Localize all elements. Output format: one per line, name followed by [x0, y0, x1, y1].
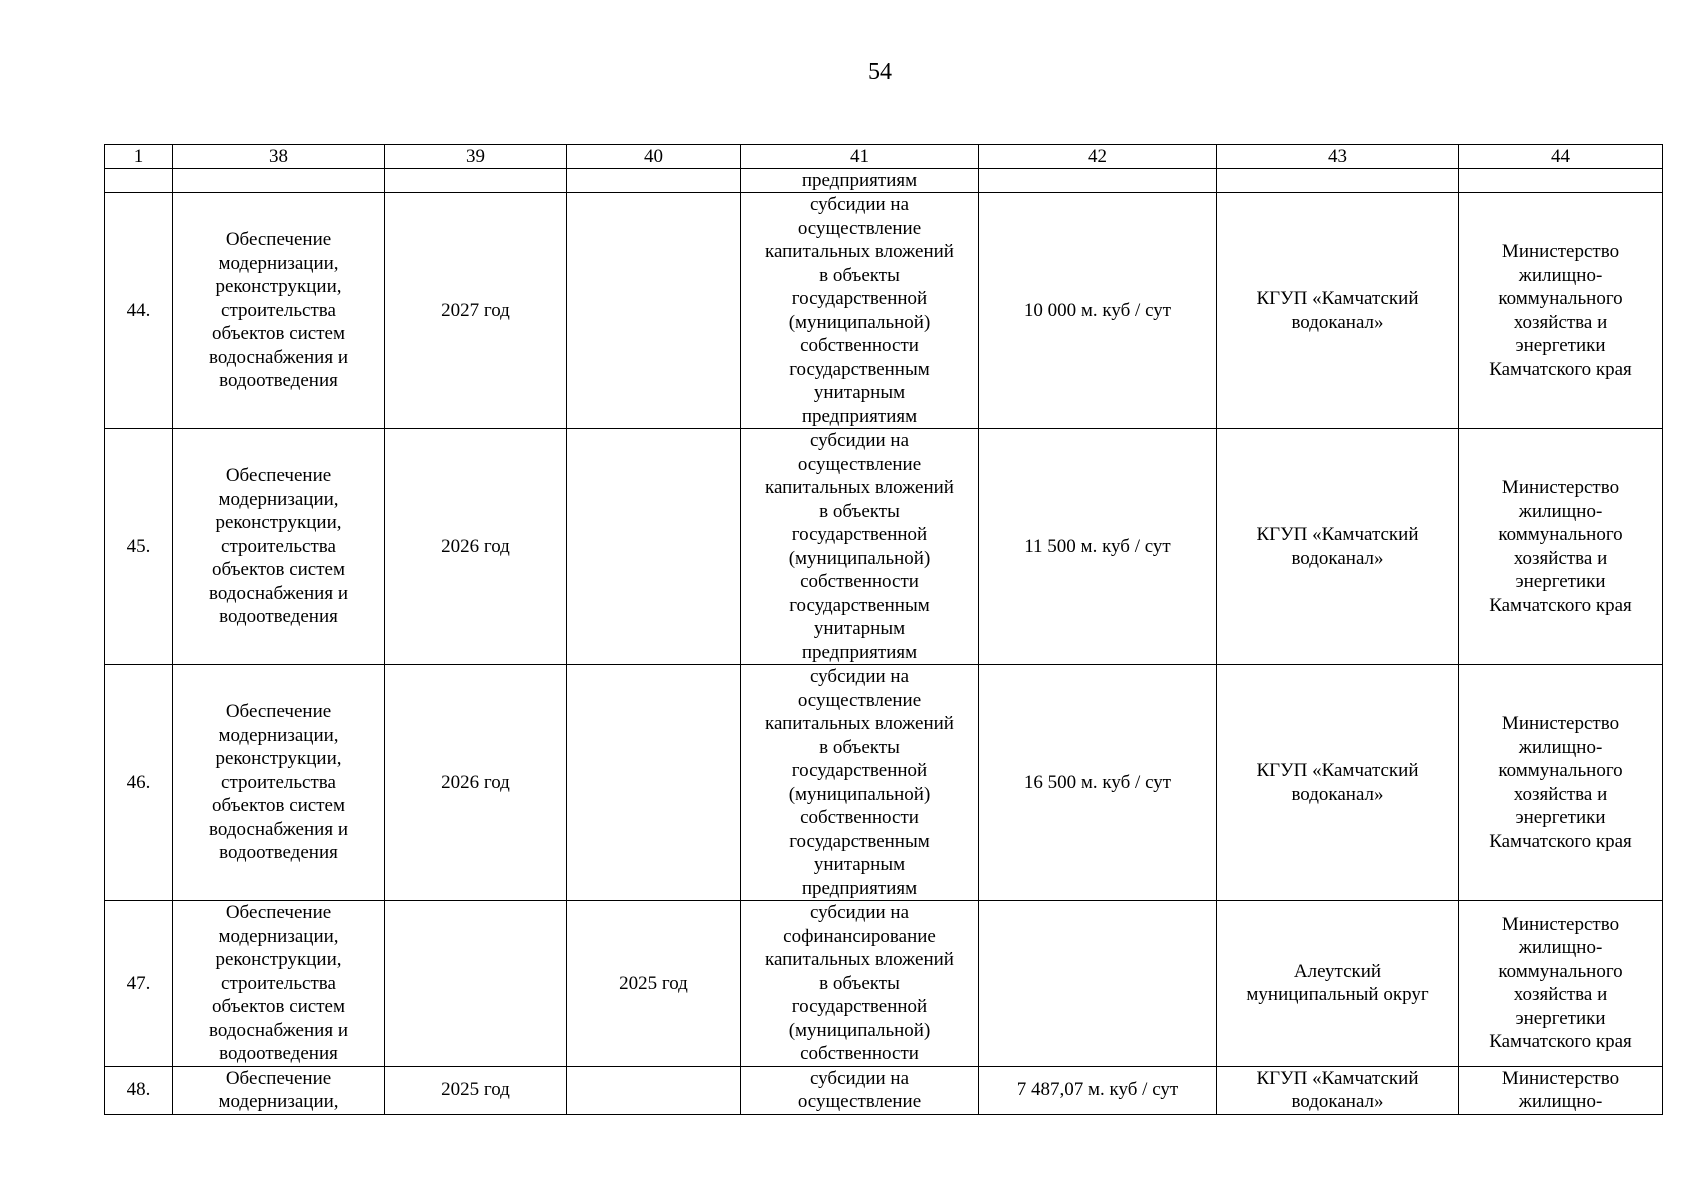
table-cell: 2027 год: [385, 193, 567, 429]
row-number: 47.: [105, 901, 173, 1067]
capacity-cell: 16 500 м. куб / сут: [979, 665, 1217, 901]
table-cell: [1459, 169, 1663, 193]
column-number: 40: [567, 145, 741, 169]
column-number: 41: [741, 145, 979, 169]
table-cell: [567, 193, 741, 429]
measure-name-cell: Обеспечение модернизации, реконструкции, строительства объектов систем водоснабжения и водоотведения: [173, 193, 385, 429]
recipient-cell: КГУП «Камчатский водоканал»: [1217, 1066, 1459, 1114]
recipient-cell: КГУП «Камчатский водоканал»: [1217, 193, 1459, 429]
table-row: [105, 429, 1663, 665]
table-cell: 2026 год: [385, 665, 567, 901]
column-number: 1: [105, 145, 173, 169]
capacity-cell: 10 000 м. куб / сут: [979, 193, 1217, 429]
table-row: [105, 665, 1663, 901]
measure-name-cell: Обеспечение модернизации, реконструкции, строительства объектов систем водоснабжения и водоотведения: [173, 429, 385, 665]
table-cell: [385, 901, 567, 1067]
measure-name-cell: Обеспечение модернизации, реконструкции, строительства объектов систем водоснабжения и водоотведения: [173, 665, 385, 901]
responsible-cell: Министерство жилищно-: [1459, 1066, 1663, 1114]
table-cell: 2025 год: [567, 901, 741, 1067]
column-number: 42: [979, 145, 1217, 169]
row-number: 46.: [105, 665, 173, 901]
row-number: 48.: [105, 1066, 173, 1114]
table-cell: [979, 169, 1217, 193]
measures-table: [104, 144, 1663, 1115]
table-cell: [567, 665, 741, 901]
column-number: 43: [1217, 145, 1459, 169]
recipient-cell: КГУП «Камчатский водоканал»: [1217, 665, 1459, 901]
capacity-cell: 7 487,07 м. куб / сут: [979, 1066, 1217, 1114]
row-number: 45.: [105, 429, 173, 665]
column-number: 39: [385, 145, 567, 169]
column-number-header-row: [105, 145, 1663, 169]
funding-type-cell: субсидии на осуществление капитальных вложений в объекты государственной (муниципальной) собственности государственным унитарным предприятиям: [741, 429, 979, 665]
funding-type-cell: субсидии на софинансирование капитальных вложений в объекты государственной (муниципальной) собственности: [741, 901, 979, 1067]
measure-name-cell: Обеспечение модернизации, реконструкции, строительства объектов систем водоснабжения и водоотведения: [173, 901, 385, 1067]
table-cell: предприятиям: [741, 169, 979, 193]
responsible-cell: Министерство жилищно- коммунального хозяйства и энергетики Камчатского края: [1459, 429, 1663, 665]
capacity-cell: 11 500 м. куб / сут: [979, 429, 1217, 665]
table-cell: [567, 169, 741, 193]
funding-type-cell: субсидии на осуществление капитальных вложений в объекты государственной (муниципальной) собственности государственным унитарным предприятиям: [741, 665, 979, 901]
table-cell: [567, 1066, 741, 1114]
responsible-cell: Министерство жилищно- коммунального хозяйства и энергетики Камчатского края: [1459, 665, 1663, 901]
measure-name-cell: Обеспечение модернизации,: [173, 1066, 385, 1114]
table-row: [105, 1066, 1663, 1114]
table-cell: [385, 169, 567, 193]
recipient-cell: Алеутский муниципальный округ: [1217, 901, 1459, 1067]
table-cell: 2026 год: [385, 429, 567, 665]
responsible-cell: Министерство жилищно- коммунального хозяйства и энергетики Камчатского края: [1459, 193, 1663, 429]
responsible-cell: Министерство жилищно- коммунального хозяйства и энергетики Камчатского края: [1459, 901, 1663, 1067]
table-cell: [105, 169, 173, 193]
table-cell: 2025 год: [385, 1066, 567, 1114]
funding-type-cell: субсидии на осуществление капитальных вложений в объекты государственной (муниципальной) собственности государственным унитарным предприятиям: [741, 193, 979, 429]
capacity-cell: [979, 901, 1217, 1067]
row-number: 44.: [105, 193, 173, 429]
page-number: 54: [868, 59, 892, 85]
column-number: 38: [173, 145, 385, 169]
recipient-cell: КГУП «Камчатский водоканал»: [1217, 429, 1459, 665]
table-cell: [567, 429, 741, 665]
column-number: 44: [1459, 145, 1663, 169]
table-row: [105, 193, 1663, 429]
continuation-row: [105, 169, 1663, 193]
funding-type-cell: субсидии на осуществление: [741, 1066, 979, 1114]
table-cell: [1217, 169, 1459, 193]
table-row: [105, 901, 1663, 1067]
table-cell: [173, 169, 385, 193]
